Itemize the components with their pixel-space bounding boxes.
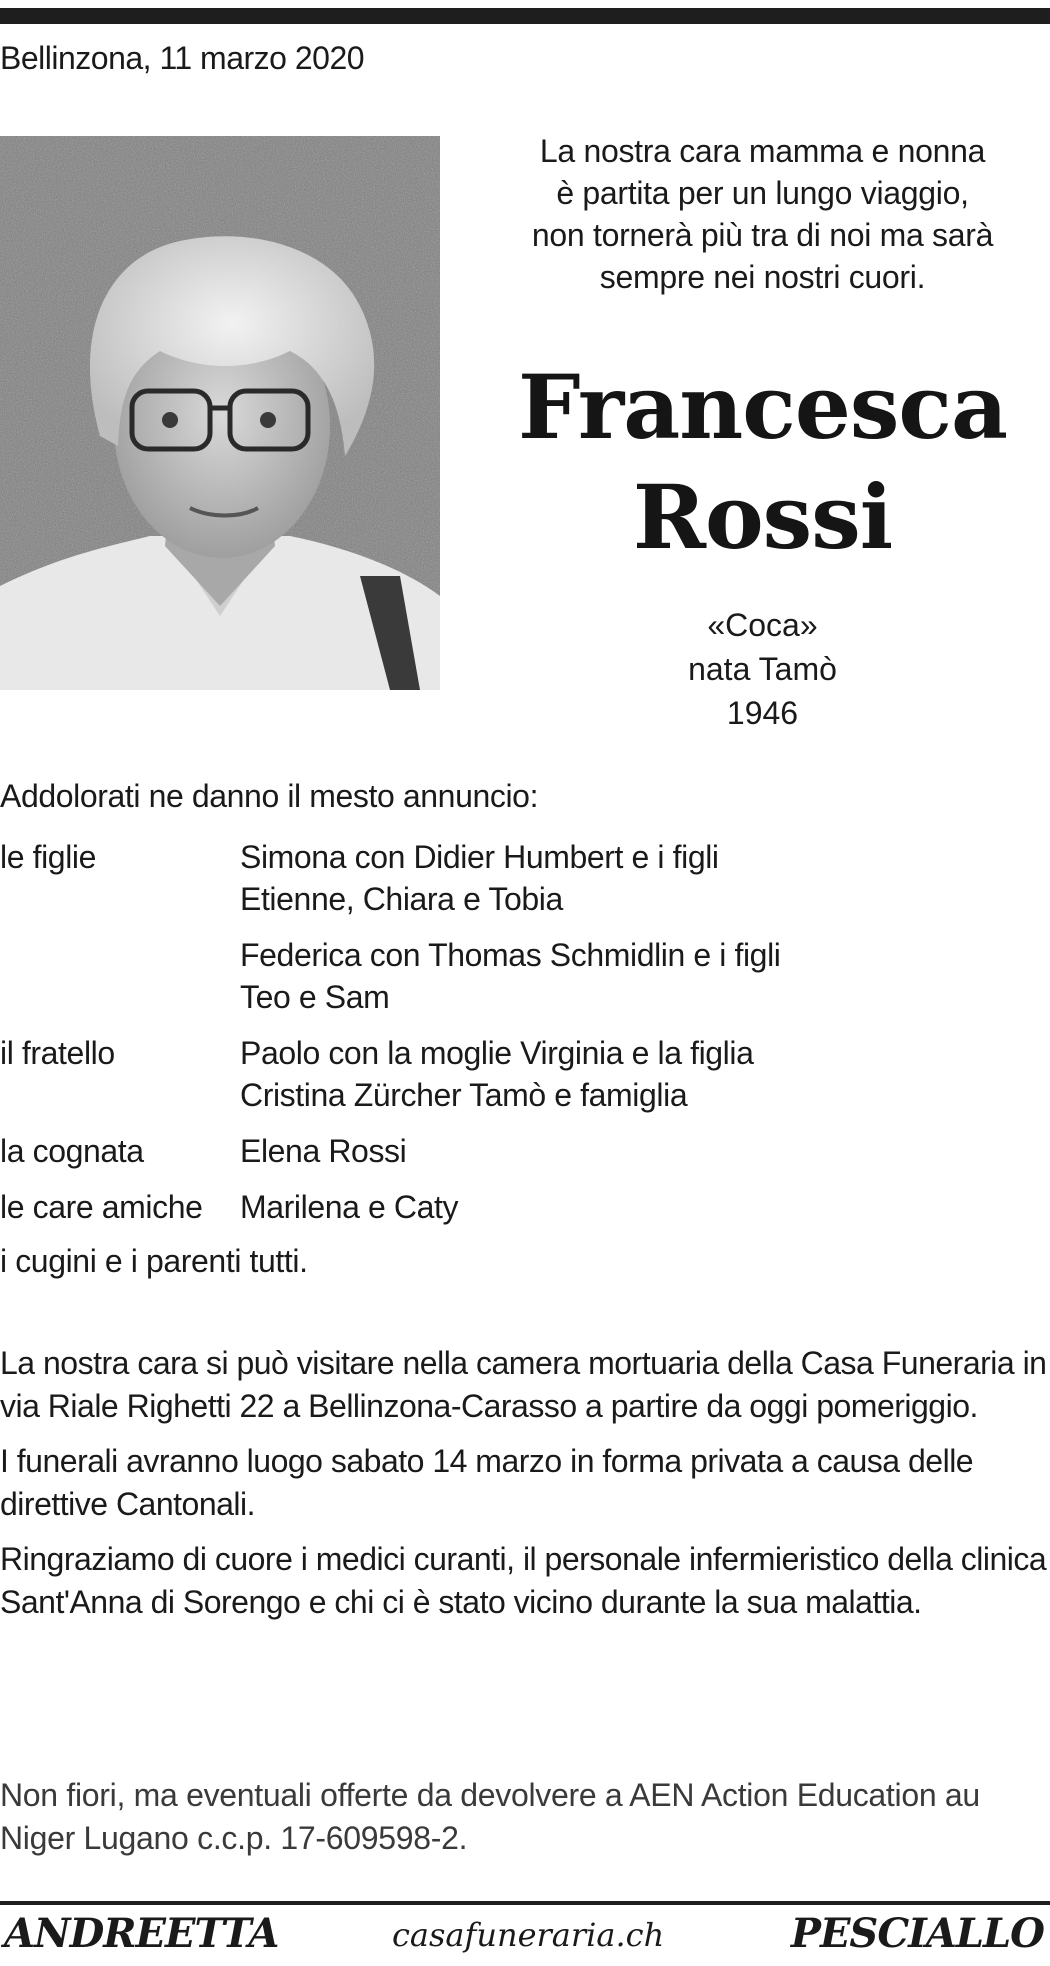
family-entry-line: Cristina Zürcher Tamò e famiglia [240,1077,688,1113]
portrait-photo [0,136,440,690]
family-names [240,836,1045,1018]
deceased-born-as: nata Tamò [688,651,837,687]
family-relation: la cognata [0,1133,144,1169]
notice-paragraphs [0,1342,1048,1636]
family-entry [240,836,1045,920]
family-entry-line: Etienne, Chiara e Tobia [240,881,563,917]
portrait-photo-icon [0,136,440,690]
family-entry-line: Federica con Thomas Schmidlin e i figli [240,937,781,973]
verse-line: sempre nei nostri cuori. [599,259,926,295]
family-row [0,1130,1045,1172]
family-relation: il fratello [0,1035,115,1071]
footer [0,1906,1050,1962]
family-entry [240,1032,1045,1116]
family-entry-line: Paolo con la moglie Virginia e la figlia [240,1035,754,1071]
family-names [240,1130,1045,1172]
family-entry [240,1186,1045,1228]
memorial-verse [480,130,1045,298]
announcement: Addolorati ne danno il mesto annuncio: [0,778,539,814]
family-relation: le care amiche [0,1189,203,1225]
place-date: Bellinzona, 11 marzo 2020 [0,40,365,76]
deceased-last-name: Rossi [632,465,893,569]
verse-line: non tornerà più tra di noi ma sarà [531,217,994,253]
family-entry [240,1130,1045,1172]
family-entry-line: Marilena e Caty [240,1189,459,1225]
footer-rule [0,1901,1050,1905]
verse-line: La nostra cara mamma e nonna [539,133,986,169]
thanks-paragraph: Ringraziamo di cuore i medici curanti, il personale infermieristico della clinica Sant'Anna di Sorengo e chi ci è stato vicino durante la sua malattia. [0,1541,1047,1620]
deceased-name [480,352,1045,572]
family-relation: le figlie [0,839,97,875]
verse-line: è partita per un lungo viaggio, [556,175,969,211]
family-entry [240,934,1045,1018]
deceased-details [480,603,1045,735]
family-list [0,836,1045,1282]
family-row [0,1032,1045,1116]
top-rule [0,8,1050,24]
family-row [0,836,1045,1018]
family-entry-line: Teo e Sam [240,979,390,1015]
brand-pesciallo: PESCIALLO [790,1910,1044,1957]
family-entry-line: Simona con Didier Humbert e i figli [240,839,719,875]
visitation-paragraph: La nostra cara si può visitare nella camera mortuaria della Casa Funeraria in via Riale Righetti 22 a Bellinzona-Carasso a partire da oggi pomeriggio. [0,1345,1047,1424]
brand-andreetta: ANDREETTA [4,1910,279,1957]
deceased-birth-year: 1946 [726,695,799,731]
family-entry-line: Elena Rossi [240,1133,407,1169]
family-names [240,1186,1045,1228]
deceased-nickname: «Coca» [707,607,818,643]
family-row [0,1186,1045,1228]
deceased-first-name: Francesca [517,355,1007,459]
family-names [240,1032,1045,1116]
family-closing: i cugini e i parenti tutti. [0,1243,308,1279]
website-link[interactable]: casafuneraria.ch [392,1916,665,1954]
funeral-paragraph: I funerali avranno luogo sabato 14 marzo in forma privata a causa delle direttive Cantonali. [0,1443,974,1522]
donation-note: Non fiori, ma eventuali offerte da devolvere a AEN Action Education au Niger Lugano c.c.p. 17-609598-2. [0,1777,980,1856]
